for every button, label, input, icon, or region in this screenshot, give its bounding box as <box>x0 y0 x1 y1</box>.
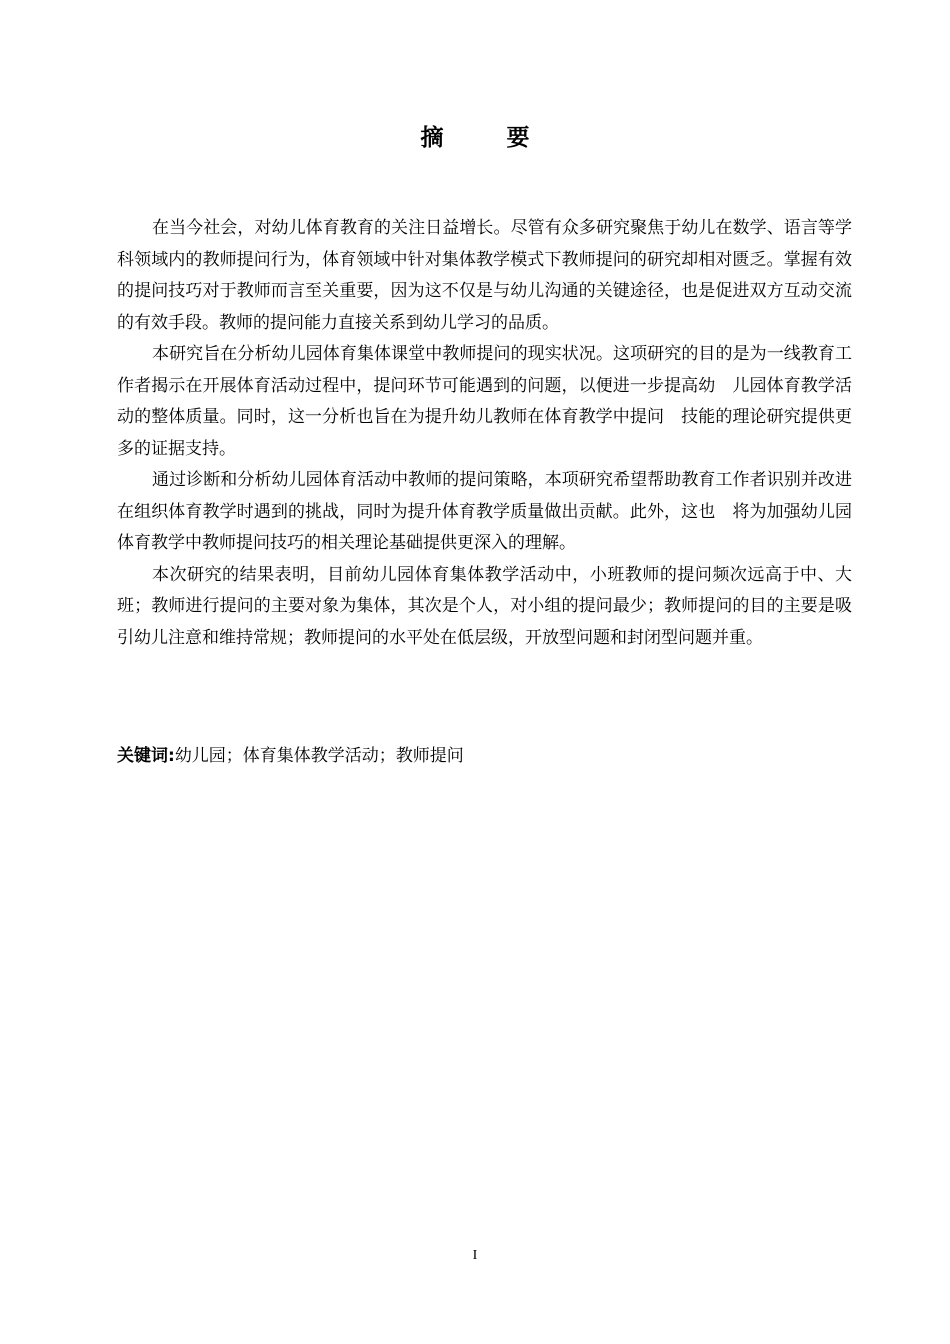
abstract-paragraph-2: 本研究旨在分析幼儿园体育集体课堂中教师提问的现实状况。这项研究的目的是为一线教育工作者揭示在开展体育活动过程中，提问环节可能遇到的问题，以便进一步提高幼 儿园体育教学活动的整体质量。同时，这一分析也旨在为提升幼儿教师在体育教学中提问 技能的理论研究提供更多的证据支持。 <box>117 344 852 459</box>
keywords-label: 关键词: <box>117 746 175 766</box>
abstract-paragraph-1: 在当今社会，对幼儿体育教育的关注日益增长。尽管有众多研究聚焦于幼儿在数学、语言等学科领域内的教师提问行为，体育领域中针对集体教学模式下教师提问的研究却相对匮乏。掌握有效的提问技巧对于教师而言至关重要，因为这不仅是与幼儿沟通的关键途径，也是促进双方互动交流的有效手段。教师的提问能力直接关系到幼儿学习的品质。 <box>117 218 852 333</box>
keywords-line <box>117 741 852 773</box>
abstract-paragraph-4: 本次研究的结果表明，目前幼儿园体育集体教学活动中，小班教师的提问频次远高于中、大班；教师进行提问的主要对象为集体，其次是个人，对小组的提问最少；教师提问的目的主要是吸引幼儿注意和维持常规；教师提问的水平处在低层级，开放型问题和封闭型问题并重。 <box>117 564 852 648</box>
keywords-value: 幼儿园；体育集体教学活动；教师提问 <box>174 746 464 766</box>
page-title: 摘 要 <box>420 125 550 151</box>
abstract-body <box>117 213 852 654</box>
abstract-paragraph-3: 通过诊断和分析幼儿园体育活动中教师的提问策略，本项研究希望帮助教育工作者识别并改进在组织体育教学时遇到的挑战，同时为提升体育教学质量做出贡献。此外，这也 将为加强幼儿园体育教学中教师提问技巧的相关理论基础提供更深入的理解。 <box>117 470 852 553</box>
page-number: I <box>472 1248 478 1263</box>
